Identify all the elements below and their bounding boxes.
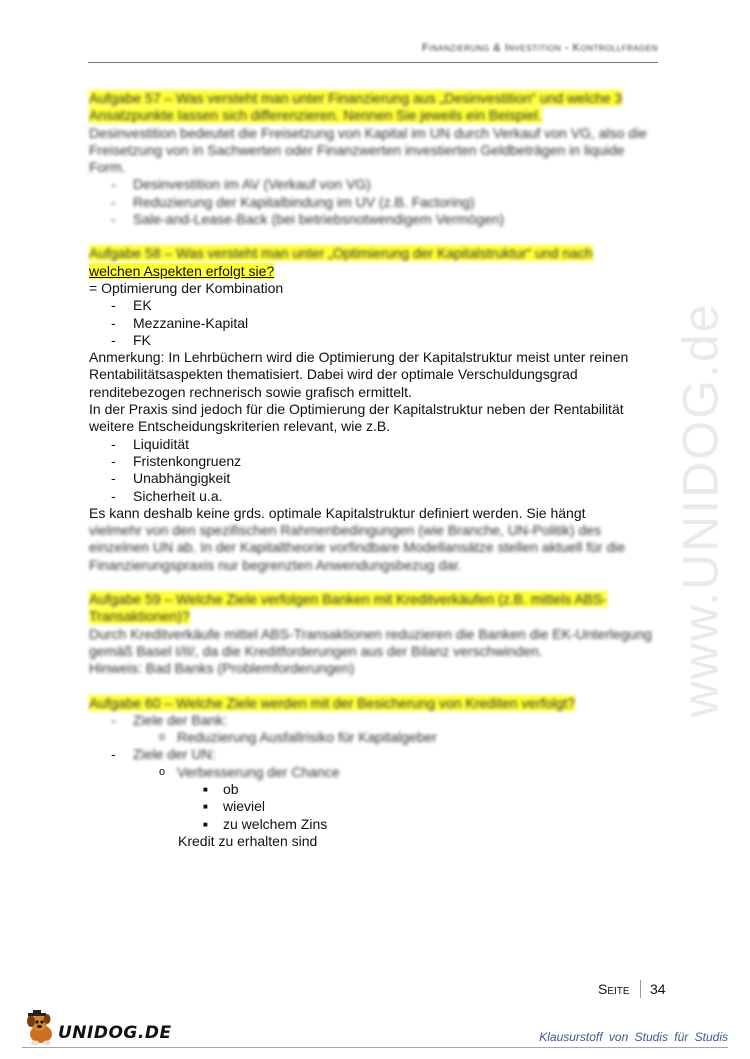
list-item: - Sicherheit u.a. xyxy=(89,488,654,505)
page-content xyxy=(89,90,654,850)
list-item: ■ wieviel xyxy=(177,798,654,815)
running-header: Finanzierung & Investition - Kontrollfragen xyxy=(421,42,658,54)
question-58-line1: Aufgabe 58 – Was versteht man unter „Optimierung der Kapitalstruktur“ und nach xyxy=(89,245,593,262)
answer-58-list-1 xyxy=(89,297,654,349)
answer-60-trail: Kredit zu erhalten sind xyxy=(178,832,318,849)
logo-text: UNIDOG.DE xyxy=(58,1023,172,1043)
question-57: Aufgabe 57 – Was versteht man unter Finanzierung aus „Desinvestition“ und welche 3 Ansatzpunkte lassen sich differenzieren. Nennen Sie jeweils ein Beispiel. xyxy=(89,90,623,124)
question-58-line2: welchen Aspekten erfolgt sie? xyxy=(89,262,275,279)
unidog-logo xyxy=(22,1010,172,1046)
list-item: o Reduzierung Ausfallrisiko für Kapitalgeber xyxy=(133,729,654,746)
answer-58-intro: = Optimierung der Kombination xyxy=(89,279,284,296)
page-separator xyxy=(640,980,641,998)
list-item: o Verbesserung der Chance ■ ob ■ wieviel ■ zu welchem Zins xyxy=(133,764,654,833)
watermark-text: www.UNIDOG.de xyxy=(672,302,728,718)
list-item: - EK xyxy=(89,297,654,314)
question-60: Aufgabe 60 – Welche Ziele werden mit der Besicherung von Krediten verfolgt? xyxy=(89,694,576,711)
question-57-block xyxy=(89,90,654,228)
question-58-block xyxy=(89,245,654,574)
page-number: 34 xyxy=(650,981,666,997)
answer-57: Desinvestition bedeutet die Freisetzung von Kapital im UN durch Verkauf von VG, also die Freisetzung von in Sachwerten oder Finanzwerten investierten Geldbeträgen in liquide Form. xyxy=(89,124,647,176)
dog-mascot-icon xyxy=(22,1010,60,1046)
list-item: - Ziele der UN: o Verbesserung der Chance ■ ob ■ wieviel ■ zu welchem Zins xyxy=(89,746,654,832)
list-item: ■ ob xyxy=(177,781,654,798)
footer-slogan: Klausurstoff von Studis für Studis xyxy=(539,1030,728,1044)
answer-59: Durch Kreditverkäufe mittel ABS-Transaktionen reduzieren die Banken die EK-Unterlegung gemäß Basel I/II/, da die Kreditforderungen aus der Bilanz verschwinden. xyxy=(89,625,652,659)
question-60-block xyxy=(89,695,654,851)
answer-57-list xyxy=(89,176,654,228)
list-item: - Mezzanine-Kapital xyxy=(89,315,654,332)
list-item: - Liquidität xyxy=(89,436,654,453)
answer-58-practice: In der Praxis sind jedoch für die Optimierung der Kapitalstruktur neben der Rentabilität weitere Entscheidungskriterien relevant, wie z.B. xyxy=(89,401,624,435)
list-item: - Ziele der Bank: o Reduzierung Ausfallrisiko für Kapitalgeber xyxy=(89,712,654,747)
list-item: - Fristenkongruenz xyxy=(89,453,654,470)
page-number-box xyxy=(560,980,670,1000)
footer-rule xyxy=(22,1047,728,1048)
list-item: ■ zu welchem Zins xyxy=(177,816,654,833)
answer-58-conclusion: Es kann deshalb keine grds. optimale Kapitalstruktur definiert werden. Sie hängt xyxy=(89,504,586,521)
list-item: - Unabhängigkeit xyxy=(89,470,654,487)
list-item: - Reduzierung der Kapitalbindung im UV (z.B. Factoring) xyxy=(89,194,654,211)
answer-58-conclusion-continued: vielmehr von den spezifischen Rahmenbedingungen (wie Branche, UN-Politik) des einzelnen UN ab. In der Kapitaltheorie vorfindbare Modellansätze stellen aktuell für die Finanzierungspraxis nur begrenzten Anwendungsbezug dar. xyxy=(89,522,626,573)
list-item: - Desinvestition im AV (Verkauf von VG) xyxy=(89,176,654,193)
answer-58-note: Anmerkung: In Lehrbüchern wird die Optimierung der Kapitalstruktur meist unter reinen Rentabilitätsaspekten thematisiert. Dabei wird der optimale Verschuldungsgrad renditebezogen rechnerisch sowie grafisch ermittelt. xyxy=(89,349,629,400)
header-rule xyxy=(88,62,658,63)
question-59-block xyxy=(89,591,654,677)
answer-58-list-2 xyxy=(89,436,654,505)
watermark xyxy=(640,280,750,740)
question-59: Aufgabe 59 – Welche Ziele verfolgen Banken mit Kreditverkäufen (z.B. mittels ABS-Transaktionen)? xyxy=(89,591,607,625)
answer-59-hint: Hinweis: Bad Banks (Problemforderungen) xyxy=(89,660,355,677)
page-label: Seite xyxy=(598,981,630,997)
list-item: - Sale-and-Lease-Back (bei betriebsnotwendigem Vermögen) xyxy=(89,211,654,228)
answer-60-list xyxy=(89,712,654,833)
list-item: - FK xyxy=(89,332,654,349)
